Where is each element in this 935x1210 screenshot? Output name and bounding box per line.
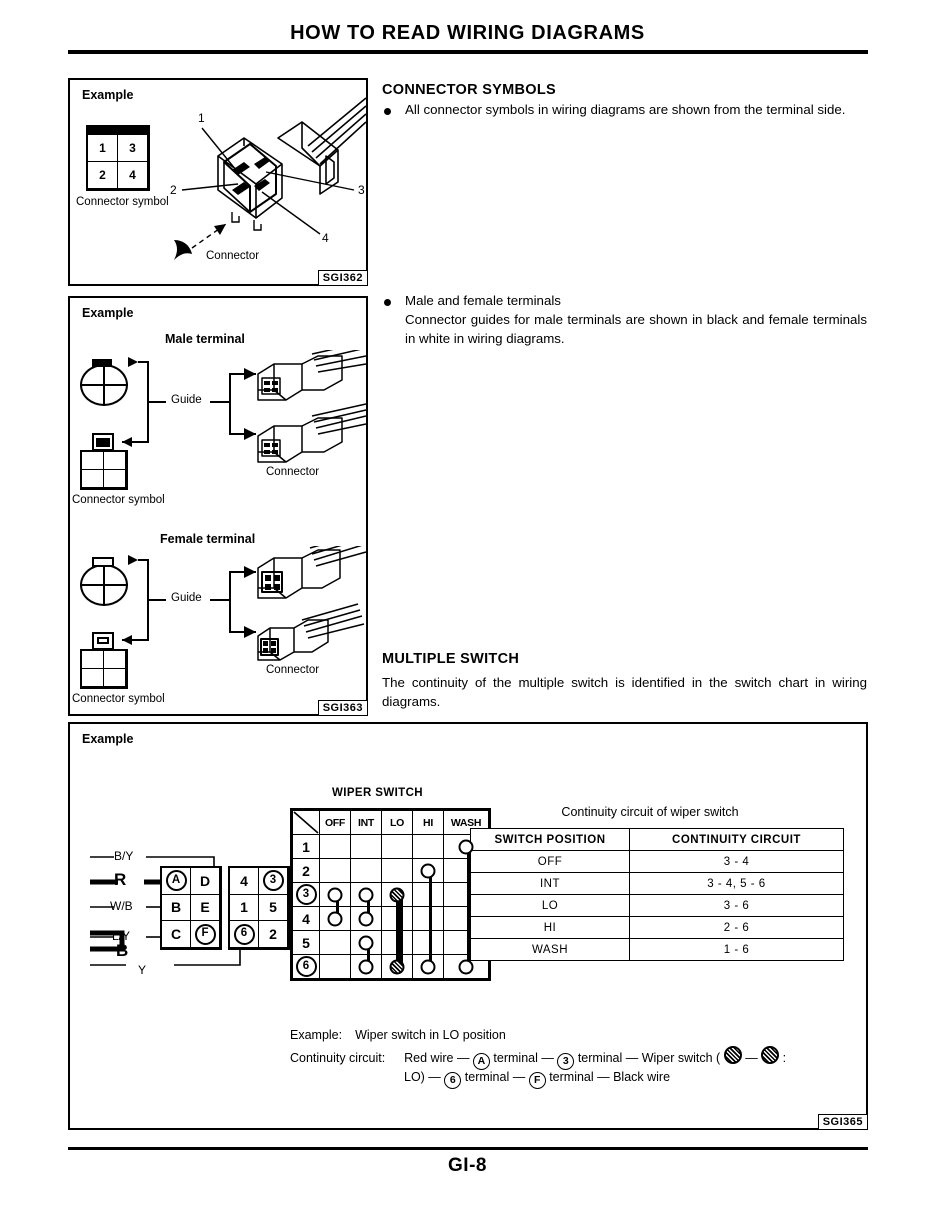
terminal-marker-open (421, 959, 436, 974)
page-number: GI-8 (448, 1155, 487, 1176)
matrix-cell-6-off (320, 955, 351, 979)
terminal-marker-open (421, 863, 436, 878)
female-connector-symbol-caption: Connector symbol (72, 693, 165, 705)
continuity-part-1: Red wire — (404, 1051, 470, 1065)
section-heading-connector-symbols: CONNECTOR SYMBOLS (382, 82, 557, 98)
harness-cell-c: C (161, 920, 191, 948)
continuity-position: OFF (471, 851, 630, 873)
continuity-part-3: terminal — Wiper switch ( (577, 1051, 721, 1065)
terminal-marker-open (359, 911, 374, 926)
example-panel-connector-symbols (68, 78, 368, 286)
continuity-position: INT (471, 873, 630, 895)
continuity-part-8: terminal — Black wire (549, 1070, 671, 1084)
matrix-col-int: INT (351, 811, 382, 835)
footer-divider (68, 1147, 868, 1150)
connector-cell-3: 3 (117, 134, 148, 162)
harness-cell-a (161, 867, 191, 895)
matrix-cell-5-hi (413, 931, 444, 955)
bullet-icon (384, 108, 391, 115)
matrix-col-lo: LO (382, 811, 413, 835)
matrix-row-header-4: 4 (293, 907, 320, 931)
continuity-circuit: 3 - 6 (630, 895, 844, 917)
example-label: Example (82, 306, 134, 320)
wire-label-r: R (114, 870, 127, 889)
continuity-row (471, 939, 844, 961)
wire-label-b: B (116, 941, 129, 960)
circled-terminal-6: 6 (296, 956, 317, 977)
harness-cell-1: 1 (229, 894, 259, 922)
wiper-switch-title: WIPER SWITCH (331, 787, 424, 799)
example-note-text: Wiper switch in LO position (355, 1028, 506, 1042)
matrix-row-header-3 (293, 883, 320, 907)
connector-symbol-caption: Connector symbol (76, 196, 169, 208)
harness-cell-b: B (161, 894, 191, 922)
figure-code-sgi363: SGI363 (318, 700, 368, 716)
matrix-cell-3-lo (382, 883, 413, 907)
matrix-cell-1-int (351, 835, 382, 859)
matrix-cell-5-int (351, 931, 382, 955)
continuity-row (471, 851, 844, 873)
continuity-table-title: Continuity circuit of wiper switch (561, 805, 739, 819)
continuity-position: WASH (471, 939, 630, 961)
female-guide-label: Guide (168, 592, 205, 604)
continuity-part-5: : (782, 1051, 787, 1065)
male-connector-illustrations (254, 350, 370, 470)
example-label: Example (82, 732, 134, 746)
terminal-marker-open (459, 839, 474, 854)
harness-cell-2: 2 (258, 920, 288, 948)
male-connector-symbol-caption: Connector symbol (72, 494, 165, 506)
matrix-cell-3-off (320, 883, 351, 907)
example-panel-terminals (68, 296, 368, 716)
matrix-cell-1-off (320, 835, 351, 859)
figure-code-sgi365: SGI365 (818, 1114, 868, 1130)
matrix-row-header-5: 5 (293, 931, 320, 955)
circled-terminal-3: 3 (263, 870, 284, 891)
matrix-row (293, 835, 489, 859)
circled-terminal-6: 6 (234, 924, 255, 945)
example-note-line1 (290, 1025, 506, 1046)
continuity-header-row (471, 829, 844, 851)
terminals-bullet-title: Male and female terminals (405, 293, 561, 308)
connector-cell-2: 2 (87, 161, 118, 189)
matrix-row-header-2: 2 (293, 859, 320, 883)
continuity-row (471, 895, 844, 917)
terminal-marker-open (328, 887, 343, 902)
continuity-row (471, 917, 844, 939)
header-divider (68, 50, 868, 54)
matrix-row (293, 955, 489, 979)
wiper-switch-table (292, 810, 489, 979)
terminals-bullet-text: Connector guides for male terminals are shown in black and female terminals in white in wiring diagrams. (405, 312, 867, 346)
leader-number-1: 1 (198, 111, 205, 125)
continuity-circuit: 3 - 4, 5 - 6 (630, 873, 844, 895)
continuity-position: HI (471, 917, 630, 939)
matrix-cell-2-lo (382, 859, 413, 883)
matrix-cell-6-hi (413, 955, 444, 979)
matrix-col-off: OFF (320, 811, 351, 835)
terminal-marker-hatched (390, 887, 405, 902)
harness-cell-d: D (190, 867, 220, 895)
bullet-icon (384, 299, 391, 306)
continuity-part-6: LO) — (404, 1070, 441, 1084)
matrix-cell-4-int (351, 907, 382, 931)
circled-terminal-f: F (529, 1072, 546, 1089)
continuity-header-position: SWITCH POSITION (471, 829, 630, 851)
matrix-cell-4-hi (413, 907, 444, 931)
matrix-cell-3-int (351, 883, 382, 907)
terminal-marker-open (328, 911, 343, 926)
female-terminal-title: Female terminal (160, 532, 256, 546)
connector-cell-1: 1 (87, 134, 118, 162)
matrix-cell-1-lo (382, 835, 413, 859)
wire-label-ly: L/Y (112, 929, 131, 943)
example-note-line3 (404, 1067, 670, 1089)
continuity-table (470, 828, 844, 961)
connector-symbols-bullet-text: All connector symbols in wiring diagrams are shown from the terminal side. (405, 102, 846, 117)
figure-code-sgi362: SGI362 (318, 270, 368, 286)
wiper-switch-matrix (290, 808, 491, 981)
matrix-cell-1-hi (413, 835, 444, 859)
circled-terminal-f: F (195, 924, 216, 945)
leader-number-4: 4 (322, 231, 329, 245)
matrix-cell-4-lo (382, 907, 413, 931)
male-connector-caption: Connector (266, 466, 320, 478)
example-note-label: Example: (290, 1028, 343, 1042)
connector-symbol-grid (86, 133, 150, 191)
matrix-col-hi: HI (413, 811, 444, 835)
matrix-col-wash: WASH (444, 811, 489, 835)
harness-cell-4: 4 (229, 867, 259, 895)
matrix-cell-5-lo (382, 931, 413, 955)
continuity-row (471, 873, 844, 895)
continuity-part-7: terminal — (464, 1070, 526, 1084)
matrix-cell-6-lo (382, 955, 413, 979)
connector-illustration (170, 94, 368, 286)
female-connector-caption: Connector (266, 664, 320, 676)
continuity-position: LO (471, 895, 630, 917)
matrix-cell-5-off (320, 931, 351, 955)
continuity-circuit: 1 - 6 (630, 939, 844, 961)
circled-terminal-3: 3 (557, 1053, 574, 1070)
matrix-cell-2-off (320, 859, 351, 883)
multiple-switch-text: The continuity of the multiple switch is identified in the switch chart in wiring diagrams. (382, 675, 867, 709)
harness-cell-5: 5 (258, 894, 288, 922)
harness-cell-e: E (190, 894, 220, 922)
circled-terminal-a: A (473, 1053, 490, 1070)
matrix-header-row (293, 811, 489, 835)
connector-cell-4: 4 (117, 161, 148, 189)
continuity-circuit-label: Continuity circuit: (290, 1051, 386, 1065)
harness-right-connector (228, 866, 290, 950)
harness-cell-f (190, 920, 220, 948)
wire-label-by: B/Y (114, 849, 134, 863)
matrix-cell-3-hi (413, 883, 444, 907)
circled-terminal-a: A (166, 870, 187, 891)
female-connector-illustrations (254, 546, 370, 670)
page-title: HOW TO READ WIRING DIAGRAMS (290, 22, 645, 44)
terminal-marker-open (459, 959, 474, 974)
circled-terminal-6: 6 (444, 1072, 461, 1089)
connector-caption: Connector (206, 250, 260, 262)
matrix-cell-2-int (351, 859, 382, 883)
hatched-terminal-icon (761, 1046, 779, 1064)
matrix-row (293, 859, 489, 883)
wire-label-wb: W/B (110, 899, 133, 913)
leader-number-3: 3 (358, 183, 365, 197)
continuity-circuit: 2 - 6 (630, 917, 844, 939)
hatched-terminal-icon (724, 1046, 742, 1064)
terminal-marker-open (359, 935, 374, 950)
continuity-header-circuit: CONTINUITY CIRCUIT (630, 829, 844, 851)
matrix-row (293, 883, 489, 907)
matrix-row-header-6 (293, 955, 320, 979)
continuity-body (471, 851, 844, 961)
matrix-row (293, 931, 489, 955)
continuity-part-2: terminal — (493, 1051, 554, 1065)
section-heading-multiple-switch: MULTIPLE SWITCH (382, 651, 520, 667)
terminal-marker-open (359, 959, 374, 974)
male-guide-label: Guide (168, 394, 205, 406)
leader-number-2: 2 (170, 183, 177, 197)
harness-left-connector (160, 866, 222, 950)
harness-cell-6 (229, 920, 259, 948)
continuity-circuit: 3 - 4 (630, 851, 844, 873)
continuity-part-4: — (745, 1051, 758, 1065)
matrix-cell-6-int (351, 955, 382, 979)
harness-cell-3 (258, 867, 288, 895)
matrix-row (293, 907, 489, 931)
matrix-cell-4-off (320, 907, 351, 931)
example-label: Example (82, 88, 134, 102)
terminal-marker-hatched (390, 959, 405, 974)
wire-label-y: Y (138, 963, 147, 977)
matrix-cell-2-hi (413, 859, 444, 883)
matrix-corner-cell (293, 811, 320, 835)
matrix-body (293, 835, 489, 979)
terminal-marker-open (359, 887, 374, 902)
matrix-row-header-1: 1 (293, 835, 320, 859)
circled-terminal-3: 3 (296, 884, 317, 905)
male-terminal-title: Male terminal (165, 332, 245, 346)
diagonal-slash-icon (293, 811, 319, 834)
